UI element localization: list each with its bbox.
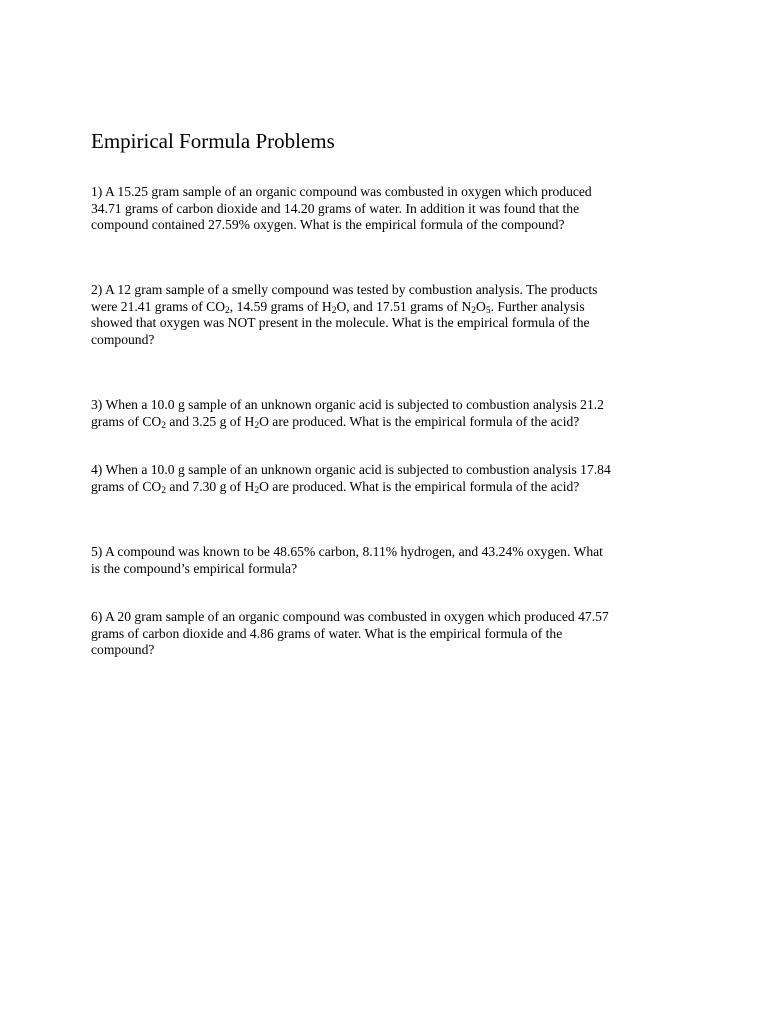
subscript: 2 — [161, 420, 166, 431]
problem-2-text: O — [476, 298, 486, 314]
problem-4-text: and 7.30 g of H — [165, 478, 255, 494]
problem-6-line-1: 6) A 20 gram sample of an organic compound was combusted in oxygen which produced 47.57 — [91, 609, 609, 624]
problem-2-text: were 21.41 grams of CO — [91, 298, 226, 314]
problem-6-line-3: compound? — [91, 642, 155, 658]
problem-4-line-2 — [91, 479, 681, 496]
problem-3 — [91, 397, 681, 430]
problem-6 — [91, 609, 681, 659]
problem-1 — [91, 184, 681, 234]
subscript: 2 — [254, 420, 260, 431]
subscript: 2 — [471, 305, 477, 316]
problem-1-line-2: 34.71 grams of carbon dioxide and 14.20 grams of water. In addition it was found that the — [91, 200, 580, 216]
problem-2-line-2 — [91, 299, 681, 316]
subscript: 2 — [161, 485, 166, 496]
problem-2-text: O, and 17.51 grams of N — [336, 298, 472, 314]
page-title: Empirical Formula Problems — [91, 129, 335, 153]
problem-3-line-2 — [91, 414, 681, 431]
problem-5 — [91, 544, 681, 577]
problem-5-line-2: is the compound’s empirical formula? — [91, 560, 298, 576]
problem-2-line-4: compound? — [91, 331, 155, 347]
problem-2-text: , 14.59 grams of H — [229, 298, 332, 314]
problem-3-text: O are produced. What is the empirical formula of the acid? — [259, 413, 580, 429]
problem-1-line-3: compound contained 27.59% oxygen. What is the empirical formula of the compound? — [91, 217, 565, 233]
problem-2-text: . Further analysis — [490, 298, 585, 314]
subscript: 2 — [254, 485, 260, 496]
problem-3-line-1: 3) When a 10.0 g sample of an unknown organic acid is subjected to combustion analysis 21.2 — [91, 397, 604, 412]
subscript: 2 — [331, 305, 337, 316]
problem-3-text: grams of CO — [91, 413, 162, 429]
subscript: 5 — [485, 305, 491, 316]
problem-6-line-2: grams of carbon dioxide and 4.86 grams of water. What is the empirical formula of the — [91, 625, 563, 641]
problem-3-text: and 3.25 g of H — [165, 413, 255, 429]
subscript: 2 — [225, 305, 230, 316]
problem-2-line-3: showed that oxygen was NOT present in the molecule. What is the empirical formula of the — [91, 315, 590, 331]
problem-2 — [91, 282, 681, 348]
problem-4-text: O are produced. What is the empirical formula of the acid? — [259, 478, 580, 494]
problem-5-line-1: 5) A compound was known to be 48.65% carbon, 8.11% hydrogen, and 43.24% oxygen. What — [91, 544, 603, 559]
problem-2-line-1: 2) A 12 gram sample of a smelly compound was tested by combustion analysis. The products — [91, 282, 598, 297]
problem-1-line-1: 1) A 15.25 gram sample of an organic compound was combusted in oxygen which produced — [91, 184, 592, 199]
problem-4 — [91, 462, 681, 495]
problem-4-text: grams of CO — [91, 478, 162, 494]
problem-4-line-1: 4) When a 10.0 g sample of an unknown organic acid is subjected to combustion analysis 17.84 — [91, 462, 611, 477]
